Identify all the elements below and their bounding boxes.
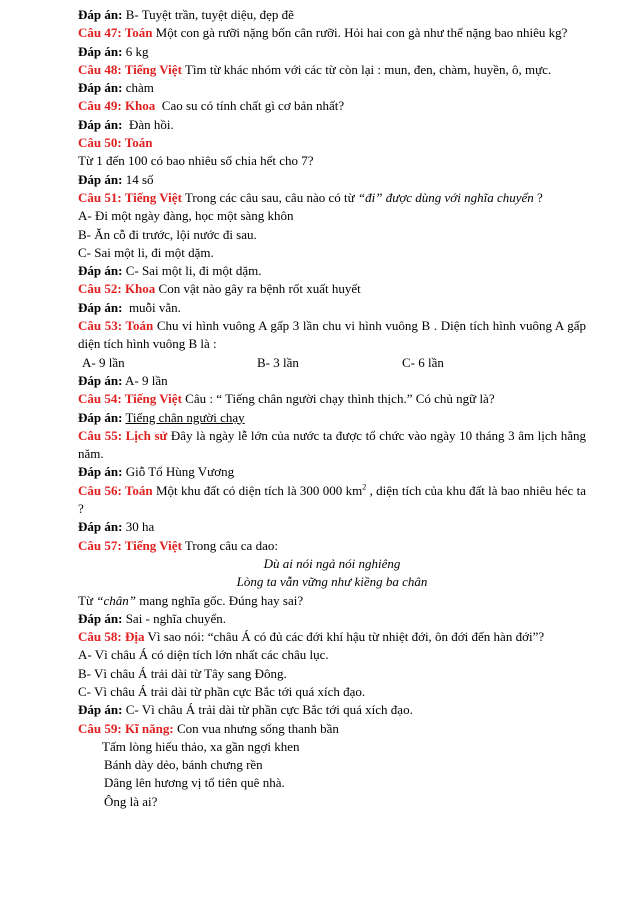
question-label: Câu 56: Toán [78, 482, 153, 498]
option-a [78, 646, 586, 664]
answer-text: Đàn hồi. [128, 116, 174, 132]
question-50 [78, 134, 586, 152]
answer-label: Đáp án: [78, 171, 123, 187]
question-49 [78, 97, 586, 115]
answer-text: B- Tuyệt trần, tuyệt diệu, đẹp đẽ [125, 7, 294, 22]
question-text: Vì sao nói: “châu Á có đủ các đới khí hậu từ nhiệt đới, ôn đới đến hàn đới”? [147, 629, 545, 645]
question-55 [78, 427, 586, 464]
question-57-prompt [78, 592, 586, 610]
answer-text: Sai - nghĩa chuyển. [125, 610, 227, 626]
answer-47 [78, 43, 586, 61]
answer-51 [78, 262, 586, 280]
option-b [78, 226, 586, 244]
option-c [78, 244, 586, 262]
answer-52 [78, 299, 586, 317]
question-52 [78, 280, 586, 298]
question-label: Câu 48: Tiếng Việt [78, 61, 182, 77]
answer-label: Đáp án: [78, 464, 123, 480]
answer-label: Đáp án: [78, 409, 123, 425]
answer-text: C- Vì châu Á trải dài từ phần cực Bắc tới quá xích đạo. [125, 702, 413, 718]
verse-line-2: Tấm lòng hiếu thảo, xa gần ngợi khen [102, 738, 300, 754]
document-page [78, 6, 586, 811]
question-57 [78, 537, 586, 555]
question-54 [78, 390, 586, 408]
answer-label: Đáp án: [78, 263, 123, 279]
question-label: Câu 58: Địa [78, 629, 145, 645]
question-51 [78, 189, 586, 207]
question-label: Câu 55: Lịch sử [78, 427, 168, 443]
prompt-italic: “chân” [96, 592, 136, 608]
question-text: Câu : “ Tiếng chân người chạy thình thịch.” Có chủ ngữ là? [185, 391, 495, 407]
option-text: C- Vì châu Á trải dài từ phần cực Bắc tới quá xích đạo. [78, 683, 366, 699]
answer-text: Giỗ Tổ Hùng Vương [125, 464, 235, 480]
answer-55 [78, 463, 586, 481]
answer-text: 14 số [125, 171, 154, 187]
question-label: Câu 57: Tiếng Việt [78, 537, 182, 553]
options-row [78, 354, 586, 372]
answer-label: Đáp án: [78, 43, 123, 59]
question-label: Câu 51: Tiếng Việt [78, 189, 182, 205]
option-b [78, 665, 586, 683]
question-text: Một con gà rưỡi nặng bốn cân rưỡi. Hỏi hai con gà như thế nặng bao nhiêu kg? [155, 25, 568, 41]
verse-line-4: Dâng lên hương vị tổ tiên quê nhà. [104, 775, 285, 791]
answer-48 [78, 79, 586, 97]
question-text: Trong các câu sau, câu nào có từ [184, 189, 355, 205]
answer-label: Đáp án: [78, 299, 123, 315]
question-text: Tìm từ khác nhóm với các từ còn lại : mun, đen, chàm, huyền, ô, mực. [184, 61, 552, 77]
answer-label: Đáp án: [78, 702, 123, 718]
question-end: ? [537, 189, 543, 205]
question-53 [78, 317, 586, 354]
question-58 [78, 628, 586, 646]
verse-line-3: Bánh dày dẻo, bánh chưng rền [104, 757, 263, 773]
superscript: 2 [362, 482, 367, 492]
question-50-text [78, 152, 586, 170]
question-text: Từ 1 đến 100 có bao nhiêu số chia hết cho 7? [78, 153, 314, 169]
question-text: Con vật nào gây ra bệnh rốt xuất huyết [158, 281, 361, 297]
option-text: B- Vì châu Á trải dài từ Tây sang Đông. [78, 665, 287, 681]
answer-46 [78, 6, 586, 24]
answer-50 [78, 171, 586, 189]
answer-label: Đáp án: [78, 610, 123, 626]
option-text: C- Sai một li, đi một dặm. [78, 244, 214, 260]
question-label: Câu 53: Toán [78, 318, 154, 334]
question-56 [78, 482, 586, 519]
question-59 [78, 720, 586, 738]
verse-line-5: Ông là ai? [104, 793, 158, 809]
question-label: Câu 50: Toán [78, 135, 153, 151]
option-text: B- Ăn cỗ đi trước, lội nước đi sau. [78, 226, 257, 242]
answer-text: 30 ha [125, 519, 155, 535]
question-label: Câu 52: Khoa [78, 281, 156, 297]
question-label: Câu 54: Tiếng Việt [78, 391, 182, 407]
answer-text: A- 9 lần [124, 372, 168, 388]
prompt-text-b: mang nghĩa gốc. Đúng hay sai? [139, 592, 304, 608]
answer-58 [78, 701, 586, 719]
question-label: Câu 59: Kĩ năng: [78, 720, 174, 736]
question-text: Cao su có tính chất gì cơ bản nhất? [161, 98, 345, 114]
question-text: Chu vi hình vuông A gấp 3 lần chu vi hình vuông B . Diện tích hình vuông A gấp diện tích hình vuông B là : [78, 318, 587, 352]
answer-label: Đáp án: [78, 519, 123, 535]
answer-text: C- Sai một li, đi một dặm. [125, 263, 262, 279]
answer-text: chàm [125, 80, 154, 96]
question-47 [78, 24, 586, 42]
prompt-text: Từ [78, 592, 93, 608]
answer-label: Đáp án: [78, 116, 123, 132]
answer-53 [78, 372, 586, 390]
answer-text: 6 kg [125, 43, 149, 59]
option-text: A- Vì châu Á có diện tích lớn nhất các châu lục. [78, 647, 329, 663]
option-c [78, 683, 586, 701]
option-c: C- 6 lần [402, 354, 444, 370]
question-text: Con vua nhưng sống thanh bần [176, 720, 339, 736]
answer-label: Đáp án: [78, 80, 123, 96]
answer-label: Đáp án: [78, 372, 123, 388]
question-text: Đây là ngày lễ lớn của nước ta được tổ chức vào ngày 10 tháng 3 âm lịch hằng năm. [78, 427, 587, 462]
question-text: Một khu đất có diện tích là 300 000 km [155, 482, 363, 498]
option-a [78, 207, 586, 225]
answer-49 [78, 116, 586, 134]
question-italic: “đi” được dùng với nghĩa chuyển [357, 189, 534, 205]
answer-57 [78, 610, 586, 628]
question-text: Trong câu ca dao: [184, 537, 278, 553]
option-b: B- 3 lần [257, 354, 299, 370]
answer-56 [78, 518, 586, 536]
question-label: Câu 47: Toán [78, 25, 153, 41]
question-label: Câu 49: Khoa [78, 98, 156, 114]
verse-line-1: Dù ai nói ngả nói nghiêng [263, 555, 401, 571]
option-a: A- 9 lần [82, 354, 125, 370]
answer-label: Đáp án: [78, 7, 123, 22]
verse-line-2: Lòng ta vẫn vững như kiềng ba chân [236, 574, 428, 590]
answer-54 [78, 409, 586, 427]
answer-text: muỗi vằn. [128, 299, 181, 315]
question-text-b: , diện tích của khu đất là bao nhiêu héc ta ? [78, 482, 586, 517]
answer-text: Tiếng chân người chạy [125, 409, 245, 425]
option-text: A- Đi một ngày đàng, học một sàng khôn [78, 208, 294, 224]
question-48 [78, 61, 586, 79]
